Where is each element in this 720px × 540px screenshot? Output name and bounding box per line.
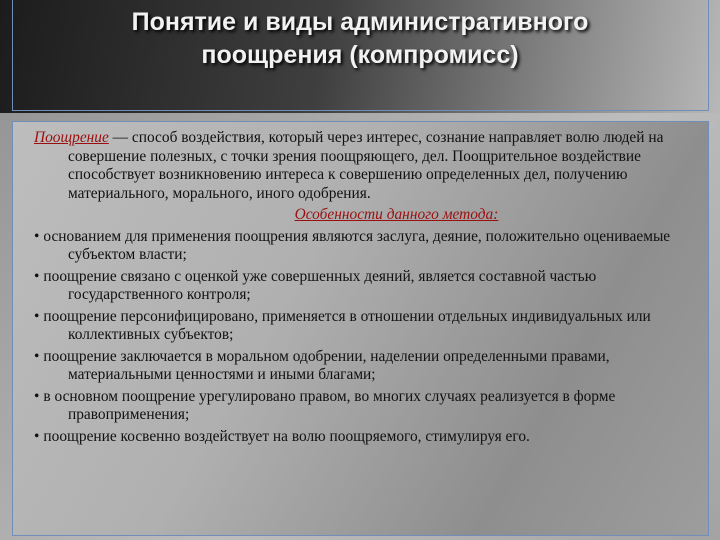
content-text [34, 129, 699, 449]
bullet-icon: • [34, 267, 40, 285]
bullet-text: поощрение заключается в моральном одобрении, наделении определенными правами, материальными ценностями и иными благами; [43, 347, 610, 383]
definition-term: Поощрение [34, 129, 109, 146]
bullet-text: в основном поощрение урегулировано правом, во многих случаях реализуется в форме правоприменения; [43, 387, 616, 423]
features-heading: Особенности данного метода: [294, 206, 499, 223]
bullet-text: основанием для применения поощрения являются заслуга, деяние, положительно оцениваемые субъектом власти; [43, 227, 671, 263]
bullet-text: поощрение персонифицировано, применяется в отношении отдельных индивидуальных или коллективных субъектов; [43, 307, 651, 343]
bullet-text: поощрение косвенно воздействует на волю поощряемого, стимулируя его. [43, 427, 530, 445]
definition-text: — способ воздействия, который через интерес, сознание направляет волю людей на совершение полезных, с точки зрения поощряющего, дел. Поощрительное воздействие способствует возникновению интереса к совершению определенных дел, получению материального, морального, иного одобрения. [68, 129, 664, 202]
slide-title-line-2: поощрения (компромисс) [201, 41, 519, 69]
bullet-item [34, 388, 699, 425]
bullet-item [34, 308, 699, 345]
slide-title [40, 6, 680, 72]
bullet-icon: • [34, 427, 40, 445]
bullet-icon: • [34, 347, 40, 365]
bullet-item [34, 348, 699, 385]
bullet-text: поощрение связано с оценкой уже совершенных деяний, является составной частью государственного контроля; [43, 267, 597, 303]
bullet-icon: • [34, 307, 40, 325]
bullet-item [34, 268, 699, 305]
bullet-item [34, 428, 699, 447]
bullet-item [34, 228, 699, 265]
definition-paragraph [34, 129, 699, 203]
bullet-icon: • [34, 227, 40, 245]
bullet-icon: • [34, 387, 40, 405]
slide-title-line-1: Понятие и виды административного [131, 8, 589, 36]
